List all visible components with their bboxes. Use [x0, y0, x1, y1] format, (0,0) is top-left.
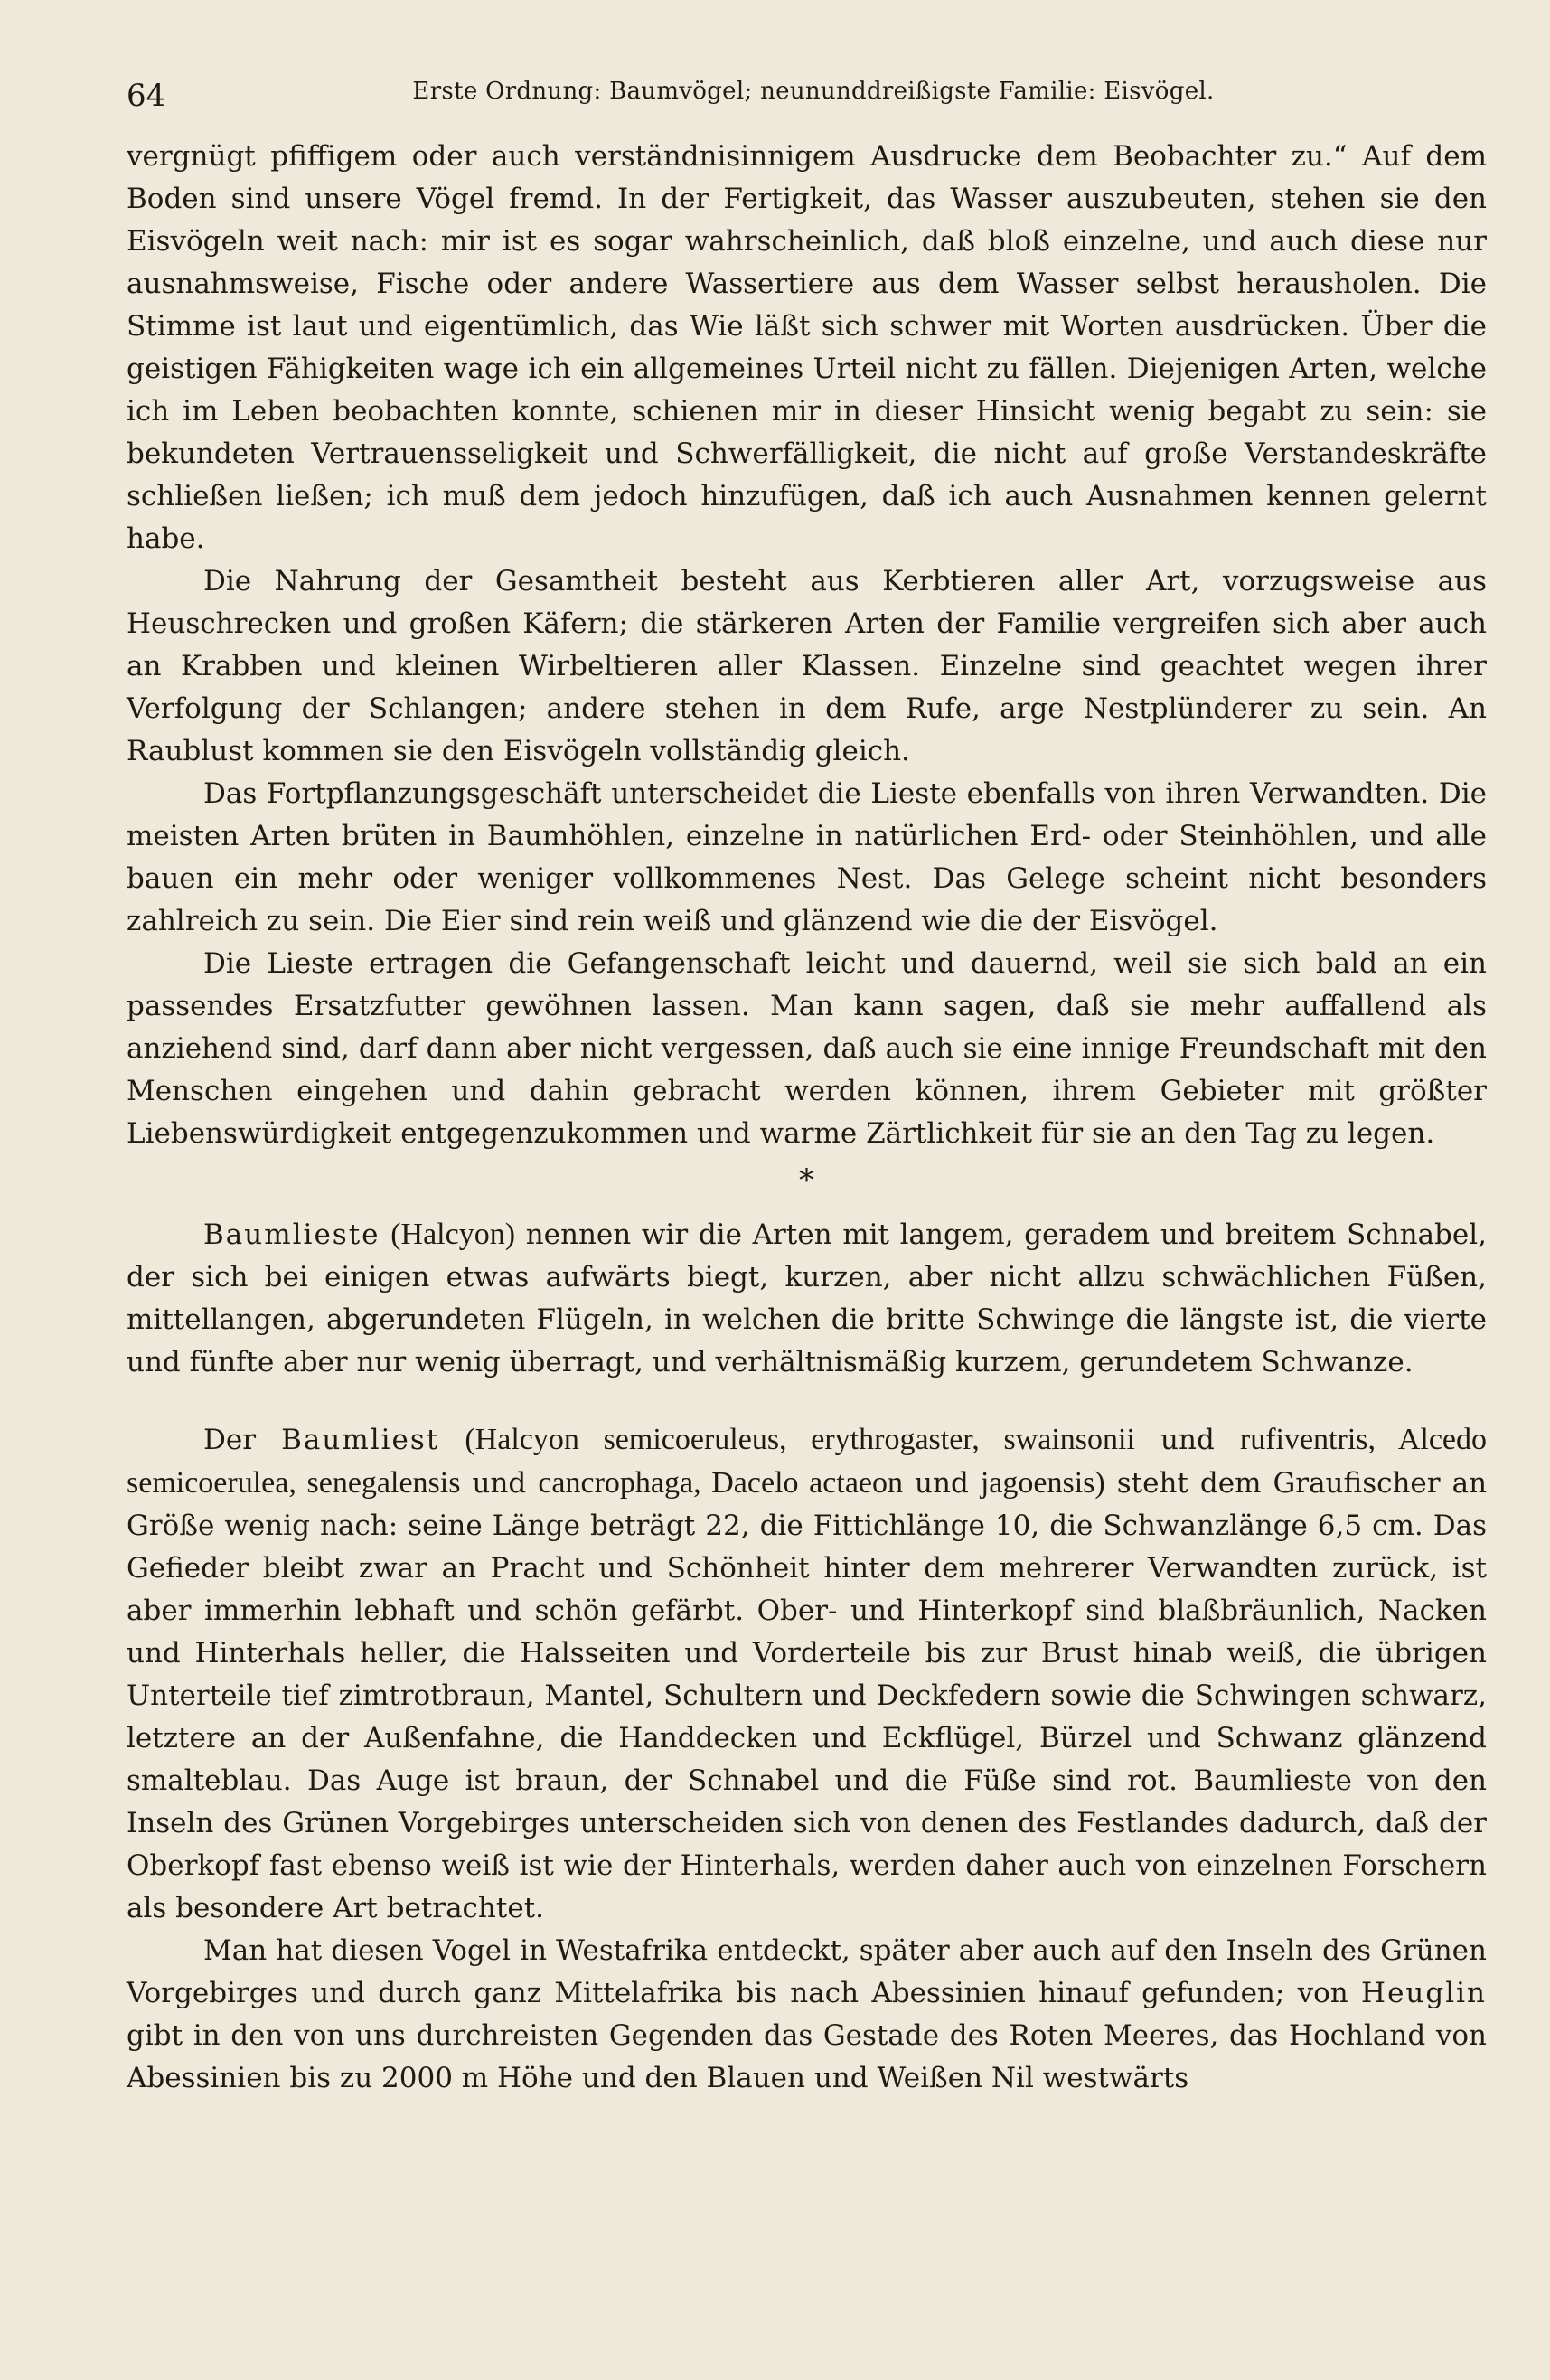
- species-latin-2: rufiventris, Alcedo semicoerulea, senegalensis: [127, 1423, 1488, 1500]
- paragraph-gefangenschaft: Die Lieste ertragen die Gefangenschaft leicht und dauernd, weil sie sich bald an ein passendes Ersatzfutter gewöhnen lassen. Man kann sagen, daß sie mehr auffallend als anziehend sind, darf dann aber nicht vergessen, daß auch sie eine innige Freundschaft mit den Menschen eingehen und dahin gebracht werden können, ihrem Gebieter mit größter Liebenswürdigkeit entgegenzukommen und warme Zärtlichkeit für sie an den Tag zu legen.: [127, 947, 1487, 1150]
- verbreitung-text-2: gibt in den von uns durchreisten Gegenden das Gestade des Roten Meeres, das Hochland von Abessinien bis zu 2000 m Höhe und den Blauen und Weißen Nil westwärts: [127, 2019, 1487, 2094]
- paragraph-genus-halcyon: [127, 1213, 1487, 1384]
- running-title: Erste Ordnung: Baumvögel; neununddreißigste Familie: Eisvögel.: [412, 78, 1215, 105]
- species-und-2: und: [472, 1467, 527, 1500]
- section-divider: *: [799, 1162, 814, 1199]
- person-name: Heuglin: [1361, 1977, 1488, 2009]
- spacer: [127, 1384, 1487, 1418]
- page-header: [127, 71, 1500, 125]
- species-description: steht dem Graufischer an Größe wenig nach: seine Länge beträgt 22, die Fittichlänge 10, die Schwanzlänge 6,5 cm. Das Gefieder bleibt zwar an Pracht und Schönheit hinter dem mehrerer Verwandten zurück, ist aber immerhin lebhaft und schön gefärbt. Ober- und Hinterkopf sind blaßbräunlich, Nacken und Hinterhals heller, die Halsseiten und Vorderteile bis zur Brust hinab weiß, die übrigen Unterteile tief zimtrotbraun, Mantel, Schultern und Deckfedern sowie die Schwingen schwarz, letztere an der Außenfahne, die Handdecken und Eckflügel, Bürzel und Schwanz glänzend smalteblau. Das Auge ist braun, der Schnabel und die Füße sind rot. Baumlieste von den Inseln des Grünen Vorgebirges unterscheiden sich von denen des Festlandes dadurch, daß der Oberkopf fast ebenso weiß ist wie der Hinterhals, werden daher auch von einzelnen Forschern als besondere Art betrachtet.: [127, 1467, 1488, 1924]
- verbreitung-text-1: Man hat diesen Vogel in Westafrika entdeckt, später aber auch auf den Inseln des Grünen Vorgebirges und durch ganz Mittelafrika bis nach Abessinien hinauf gefunden; von: [127, 1934, 1487, 2009]
- body-text: [127, 136, 1487, 2100]
- species-latin-1: (Halcyon semicoeruleus, erythrogaster, swainsonii: [465, 1423, 1135, 1456]
- species-und-3: und: [915, 1467, 969, 1500]
- species-latin-3: cancrophaga, Dacelo actaeon: [538, 1466, 903, 1500]
- page-number: 64: [127, 78, 166, 114]
- paragraph-verbreitung: [127, 1930, 1487, 2100]
- paragraph-nahrung: Die Nahrung der Gesamtheit besteht aus Kerbtieren aller Art, vorzugsweise aus Heuschrecken und großen Käfern; die stärkeren Arten der Familie vergreifen sich aber auch an Krabben und kleinen Wirbeltieren aller Klassen. Einzelne sind geachtet wegen ihrer Verfolgung der Schlangen; andere stehen in dem Rufe, arge Nestplünderer zu sein. An Raublust kommen sie den Eisvögeln vollständig gleich.: [127, 565, 1487, 767]
- paragraph-species-baumliest: [127, 1418, 1487, 1930]
- species-latin-4: jagoensis): [980, 1466, 1105, 1500]
- species-name: Baumliest: [281, 1424, 440, 1456]
- species-article: Der: [203, 1424, 257, 1456]
- genus-latin-name: (Halcyon): [390, 1218, 516, 1251]
- genus-name: Baumlieste: [203, 1218, 380, 1251]
- paragraph-continuation: vergnügt pfiffigem oder auch verständnisinnigem Ausdrucke dem Beobachter zu.“ Auf dem Boden sind unsere Vögel fremd. In der Fertigkeit, das Wasser auszubeuten, stehen sie den Eisvögeln weit nach: mir ist es sogar wahrscheinlich, daß bloß einzelne, und auch diese nur ausnahmsweise, Fische oder andere Wassertiere aus dem Wasser selbst herausholen. Die Stimme ist laut und eigentümlich, das Wie läßt sich schwer mit Worten ausdrücken. Über die geistigen Fähigkeiten wage ich ein allgemeines Urteil nicht zu fällen. Diejenigen Arten, welche ich im Leben beobachten konnte, schienen mir in dieser Hinsicht wenig begabt zu sein: sie bekundeten Vertrauensseligkeit und Schwerfälligkeit, die nicht auf große Verstandeskräfte schließen ließen; ich muß dem jedoch hinzufügen, daß ich auch Ausnahmen kennen gelernt habe.: [127, 140, 1487, 555]
- species-und-1: und: [1160, 1424, 1215, 1456]
- genus-description: nennen wir die Arten mit langem, geradem und breitem Schnabel, der sich bei einigen etwas aufwärts biegt, kurzen, aber nicht allzu schwächlichen Füßen, mittellangen, abgerundeten Flügeln, in welchen die britte Schwinge die längste ist, die vierte und fünfte aber nur wenig überragt, und verhältnismäßig kurzem, gerundetem Schwanze.: [127, 1218, 1488, 1378]
- paragraph-fortpflanzung: Das Fortpflanzungsgeschäft unterscheidet die Lieste ebenfalls von ihren Verwandten. Die meisten Arten brüten in Baumhöhlen, einzelne in natürlichen Erd- oder Steinhöhlen, und alle bauen ein mehr oder weniger vollkommenes Nest. Das Gelege scheint nicht besonders zahlreich zu sein. Die Eier sind rein weiß und glänzend wie die der Eisvögel.: [127, 777, 1487, 937]
